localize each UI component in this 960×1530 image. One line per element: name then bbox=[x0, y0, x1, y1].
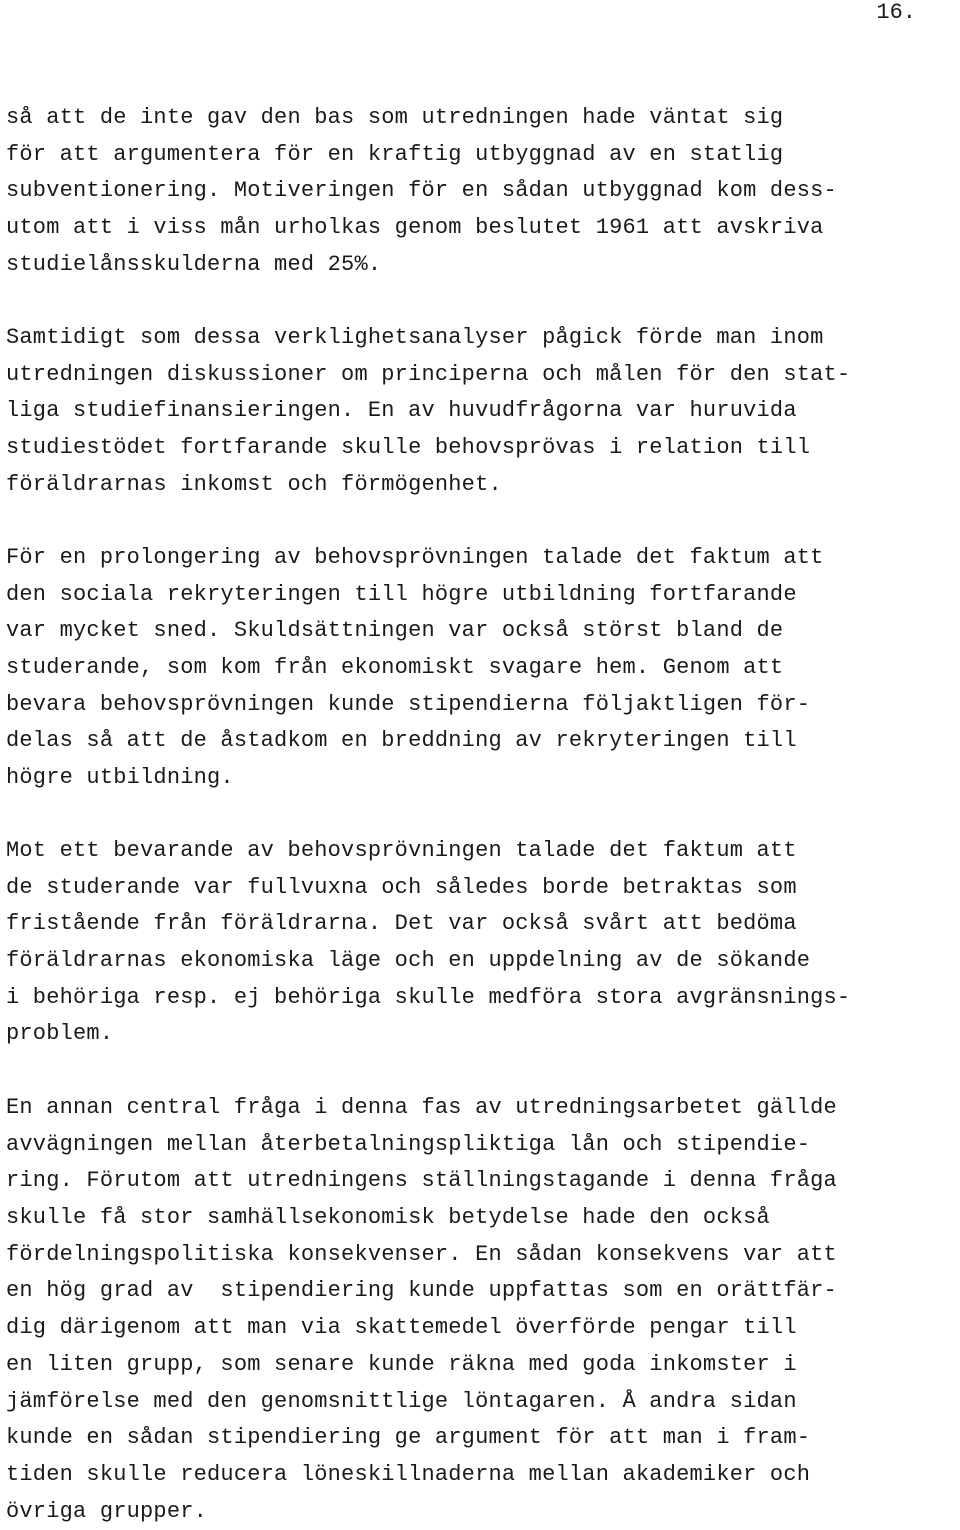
text-line: studiestödet fortfarande skulle behovsprövas i relation till bbox=[6, 435, 811, 461]
text-line: högre utbildning. bbox=[6, 765, 234, 791]
text-line: fristående från föräldrarna. Det var också svårt att bedöma bbox=[6, 911, 797, 937]
text-line: en hög grad av stipendiering kunde uppfattas som en orättfär- bbox=[6, 1278, 837, 1304]
text-line: så att de inte gav den bas som utredningen hade väntat sig bbox=[6, 105, 784, 130]
text-line: fördelningspolitiska konsekvenser. En sådan konsekvens var att bbox=[6, 1241, 837, 1267]
text-line: problem. bbox=[6, 1021, 114, 1047]
text-line: Samtidigt som dessa verklighetsanalyser pågick förde man inom bbox=[6, 325, 824, 350]
text-line: studerande, som kom från ekonomiskt svagare hem. Genom att bbox=[6, 655, 784, 681]
text-line: dig därigenom att man via skattemedel överförde pengar till bbox=[6, 1315, 797, 1341]
paragraph-2 bbox=[6, 320, 946, 503]
paragraph-4 bbox=[6, 833, 946, 1053]
text-line: avvägningen mellan återbetalningspliktiga lån och stipendie- bbox=[6, 1131, 811, 1157]
text-line: delas så att de åstadkom en breddning av rekryteringen till bbox=[6, 728, 797, 754]
paragraph-5 bbox=[6, 1090, 946, 1530]
text-line: föräldrarnas ekonomiska läge och en uppdelning av de sökande bbox=[6, 948, 811, 974]
text-line: utom att i viss mån urholkas genom beslutet 1961 att avskriva bbox=[6, 215, 824, 241]
text-line: den sociala rekryteringen till högre utbildning fortfarande bbox=[6, 581, 797, 607]
text-line: övriga grupper. bbox=[6, 1498, 208, 1524]
text-line: ring. Förutom att utredningens ställningstagande i denna fråga bbox=[6, 1168, 837, 1194]
text-line: subventionering. Motiveringen för en sådan utbyggnad kom dess- bbox=[6, 178, 837, 204]
text-line: liga studiefinansieringen. En av huvudfrågorna var huruvida bbox=[6, 398, 797, 424]
paragraph-3 bbox=[6, 540, 946, 797]
text-line: Mot ett bevarande av behovsprövningen talade det faktum att bbox=[6, 838, 797, 863]
text-line: de studerande var fullvuxna och således borde betraktas som bbox=[6, 874, 797, 900]
text-line: föräldrarnas inkomst och förmögenhet. bbox=[6, 471, 502, 497]
paragraph-1 bbox=[6, 100, 946, 283]
text-line: i behöriga resp. ej behöriga skulle medföra stora avgränsnings- bbox=[6, 984, 851, 1010]
text-line: tiden skulle reducera löneskillnaderna mellan akademiker och bbox=[6, 1461, 811, 1487]
text-line: var mycket sned. Skuldsättningen var också störst bland de bbox=[6, 618, 784, 644]
text-line: skulle få stor samhällsekonomisk betydelse hade den också bbox=[6, 1205, 770, 1231]
page-number: 16. bbox=[876, 0, 916, 25]
text-line: för att argumentera för en kraftig utbyggnad av en statlig bbox=[6, 141, 784, 167]
text-line: bevara behovsprövningen kunde stipendierna följaktligen för- bbox=[6, 691, 811, 717]
text-line: utredningen diskussioner om principerna och målen för den stat- bbox=[6, 361, 851, 387]
text-line: studielånsskulderna med 25%. bbox=[6, 251, 382, 277]
text-line: en liten grupp, som senare kunde räkna med goda inkomster i bbox=[6, 1351, 797, 1377]
text-line: kunde en sådan stipendiering ge argument för att man i fram- bbox=[6, 1425, 811, 1451]
text-line: För en prolongering av behovsprövningen talade det faktum att bbox=[6, 545, 824, 570]
text-line: jämförelse med den genomsnittlige löntagaren. Å andra sidan bbox=[6, 1388, 797, 1414]
text-line: En annan central fråga i denna fas av utredningsarbetet gällde bbox=[6, 1095, 837, 1120]
